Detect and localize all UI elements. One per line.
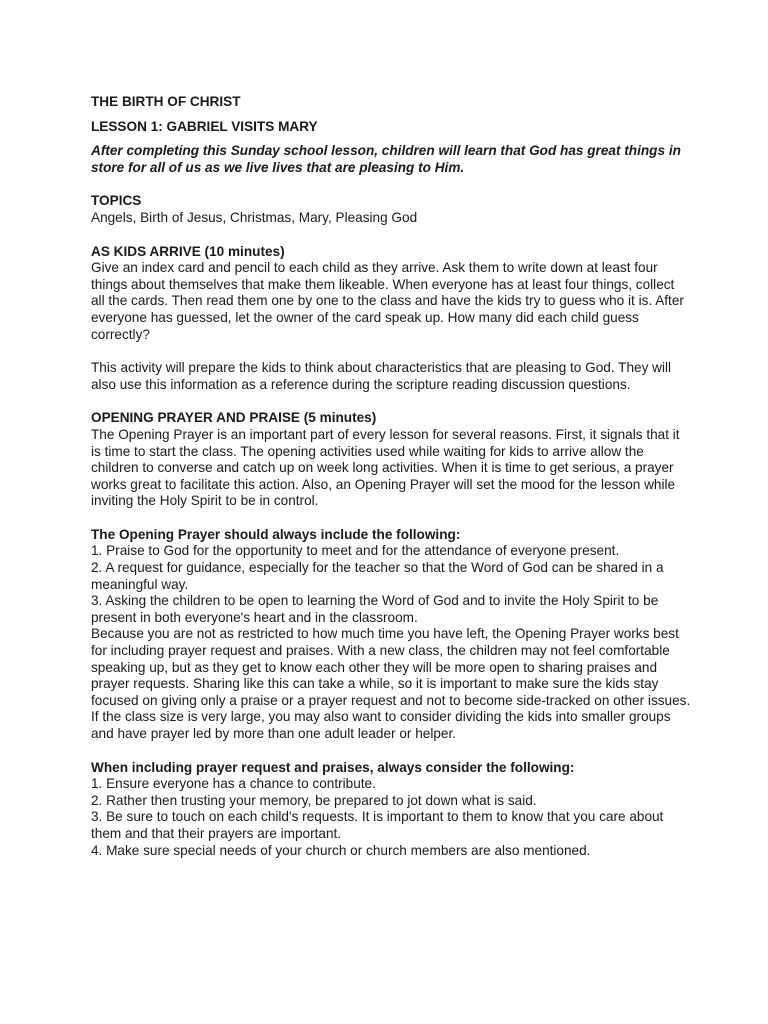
praises-list: [91, 776, 691, 859]
list-item: 3. Asking the children to be open to learning the Word of God and to invite the Holy Spirit to be present in both everyone's heart and in the classroom.: [91, 593, 659, 625]
list-item: 1. Ensure everyone has a chance to contribute.: [91, 776, 376, 792]
opening-heading: OPENING PRAYER AND PRAISE (5 minutes): [91, 410, 377, 426]
lesson-intro: After completing this Sunday school lesson, children will learn that God has great things in store for all of us as we live lives that are pleasing to Him.: [91, 143, 681, 175]
opening-paragraph-2: Because you are not as restricted to how much time you have left, the Opening Prayer works best for including prayer request and praises. With a new class, the children may not feel comfortable speaking up, but as they get to know each other they will be more open to sharing praises and prayer requests. Sharing like this can take a while, so it is important to make sure the kids stay focused on giving only a praise or a prayer request and not to become side-tracked on other issues. If the class size is very large, you may also want to consider dividing the kids into smaller groups and have prayer led by more than one adult leader or helper.: [91, 626, 691, 741]
document-title: THE BIRTH OF CHRIST: [91, 94, 241, 109]
list-item: 2. Rather then trusting your memory, be prepared to jot down what is said.: [91, 792, 537, 808]
opening-paragraph: The Opening Prayer is an important part of every lesson for several reasons. First, it signals that it is time to start the class. The opening activities used while waiting for kids to arrive allow the children to converse and catch up on week long activities. When it is time to get serious, a prayer works great to facilitate this action. Also, an Opening Prayer will set the mood for the lesson while inviting the Holy Spirit to be in control.: [91, 426, 680, 509]
opening-list: [91, 543, 691, 626]
list-item: 1. Praise to God for the opportunity to meet and for the attendance of everyone present.: [91, 543, 620, 559]
document-page: [91, 94, 691, 859]
arrive-paragraph-1: Give an index card and pencil to each child as they arrive. Ask them to write down at least four things about themselves that make them likeable. When everyone has at least four things, collect all the cards. Then read them one by one to the class and have the kids try to guess who it is. After everyone has guessed, let the owner of the card speak up. How many did each child guess correctly?: [91, 260, 684, 342]
list-item: 4. Make sure special needs of your church or church members are also mentioned.: [91, 842, 591, 858]
praises-list-heading: When including prayer request and praises, always consider the following:: [91, 759, 575, 775]
list-item: 3. Be sure to touch on each child's requests. It is important to them to know that you care about them and that their prayers are important.: [91, 809, 664, 841]
arrive-paragraph-2: This activity will prepare the kids to think about characteristics that are pleasing to God. They will also use this information as a reference during the scripture reading discussion questions.: [91, 360, 672, 392]
lesson-title: LESSON 1: GABRIEL VISITS MARY: [91, 118, 318, 134]
opening-list-heading: The Opening Prayer should always include the following:: [91, 526, 461, 542]
topics-text: Angels, Birth of Jesus, Christmas, Mary, Pleasing God: [91, 209, 418, 225]
arrive-heading: AS KIDS ARRIVE (10 minutes): [91, 243, 285, 259]
list-item: 2. A request for guidance, especially for the teacher so that the Word of God can be shared in a meaningful way.: [91, 560, 664, 592]
topics-heading: TOPICS: [91, 193, 142, 209]
